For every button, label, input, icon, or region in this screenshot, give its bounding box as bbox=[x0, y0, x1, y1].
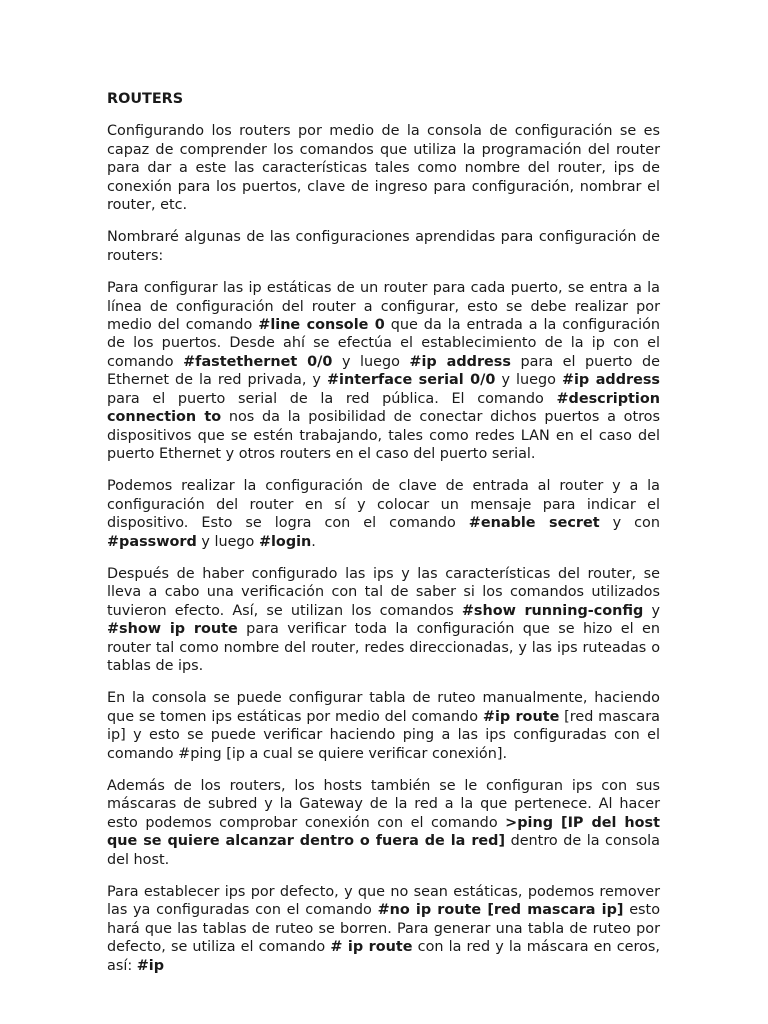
paragraph-text: Después de haber configurado las ips y las características del router, se lleva a cabo una verificación con tal de saber si los comandos utilizados tuvieron efecto. Así, se utilizan los comandos bbox=[107, 565, 660, 619]
paragraph-text: . bbox=[311, 533, 316, 550]
paragraph bbox=[107, 122, 660, 214]
command-text: # ip route bbox=[330, 939, 413, 956]
paragraph-text: Nombraré algunas de las configuraciones aprendidas para configuración de routers: bbox=[107, 229, 660, 264]
paragraph-text: dentro de la consola del host. bbox=[107, 833, 660, 868]
paragraph-text: con la red y la máscara en ceros, así: bbox=[107, 939, 660, 974]
paragraph-text: y luego bbox=[495, 372, 562, 389]
paragraph-text: para el puerto serial de la red pública. El comando bbox=[107, 390, 557, 407]
paragraph-text: y luego bbox=[332, 353, 410, 370]
paragraph bbox=[107, 565, 660, 675]
paragraph-text: y bbox=[643, 602, 660, 619]
paragraph-text: En la consola se puede configurar tabla de ruteo manualmente, haciendo que se tomen ips estáticas por medio del comando bbox=[107, 690, 660, 725]
paragraph-text: y con bbox=[599, 515, 660, 532]
paragraph-text: esto hará que las tablas de ruteo se borren. Para generar una tabla de ruteo por defecto, se utiliza el comando bbox=[107, 902, 660, 956]
command-text: #password bbox=[107, 533, 197, 550]
command-text: #fastethernet 0/0 bbox=[183, 353, 333, 370]
paragraph-text: [red mascara ip] y esto se puede verificar haciendo ping a las ips configuradas con el comando #ping [ip a cual se quiere verificar conexión]. bbox=[107, 708, 660, 762]
paragraph-list bbox=[107, 122, 660, 975]
command-text: #interface serial 0/0 bbox=[326, 372, 496, 389]
command-text: #line console 0 bbox=[258, 317, 385, 334]
paragraph bbox=[107, 883, 660, 975]
paragraph-text: Para establecer ips por defecto, y que no sean estáticas, podemos remover las ya configuradas con el comando bbox=[107, 884, 660, 919]
command-text: #login bbox=[258, 533, 312, 550]
document-body bbox=[107, 90, 660, 989]
command-text: #show running-config bbox=[461, 602, 644, 619]
command-text: #show ip route bbox=[107, 621, 238, 638]
paragraph-text: nos da la posibilidad de conectar dichos puertos a otros dispositivos que se estén trabajando, tales como redes LAN en el caso del puerto Ethernet y otros routers en el caso del puerto serial. bbox=[107, 409, 660, 462]
command-text: #no ip route [red mascara ip] bbox=[377, 902, 624, 919]
command-text: #ip route bbox=[482, 708, 560, 725]
paragraph bbox=[107, 777, 660, 869]
paragraph bbox=[107, 228, 660, 265]
paragraph-text: Podemos realizar la configuración de clave de entrada al router y a la configuración del router en sí y colocar un mensaje para indicar el dispositivo. Esto se logra con el comando bbox=[107, 478, 660, 532]
paragraph-text: y luego bbox=[196, 533, 259, 550]
command-text: #ip address bbox=[561, 372, 660, 389]
command-text: #ip bbox=[136, 957, 165, 974]
command-text: #ip address bbox=[409, 353, 511, 370]
paragraph-text: para verificar toda la configuración que se hizo el en router tal como nombre del router, redes direccionadas, y las ips ruteadas o tablas de ips. bbox=[107, 621, 661, 674]
command-text: >ping [IP del host que se quiere alcanzar dentro o fuera de la red] bbox=[107, 814, 660, 850]
document-title: ROUTERS bbox=[107, 91, 184, 107]
command-text: #enable secret bbox=[468, 515, 600, 532]
paragraph bbox=[107, 689, 660, 763]
paragraph bbox=[107, 477, 660, 551]
paragraph-text: para el puerto de Ethernet de la red privada, y bbox=[107, 353, 660, 389]
command-text: #description connection to bbox=[107, 390, 660, 426]
paragraph-text: Configurando los routers por medio de la consola de configuración se es capaz de comprender los comandos que utiliza la programación del router para dar a este las características tales como nombre del router, ips de conexión para los puertos, clave de ingreso para configuración, nombrar el router, etc. bbox=[107, 123, 660, 214]
paragraph-text: que da la entrada a la configuración de los puertos. Desde ahí se efectúa el establecimiento de la ip con el comando bbox=[107, 317, 660, 370]
paragraph bbox=[107, 279, 660, 463]
paragraph-text: Además de los routers, los hosts también se le configuran ips con sus máscaras de subred y la Gateway de la red a la que pertenece. Al hacer esto podemos comprobar conexión con el comando bbox=[107, 778, 660, 831]
paragraph-text: Para configurar las ip estáticas de un router para cada puerto, se entra a la línea de configuración del router a configurar, esto se debe realizar por medio del comando bbox=[107, 280, 660, 334]
